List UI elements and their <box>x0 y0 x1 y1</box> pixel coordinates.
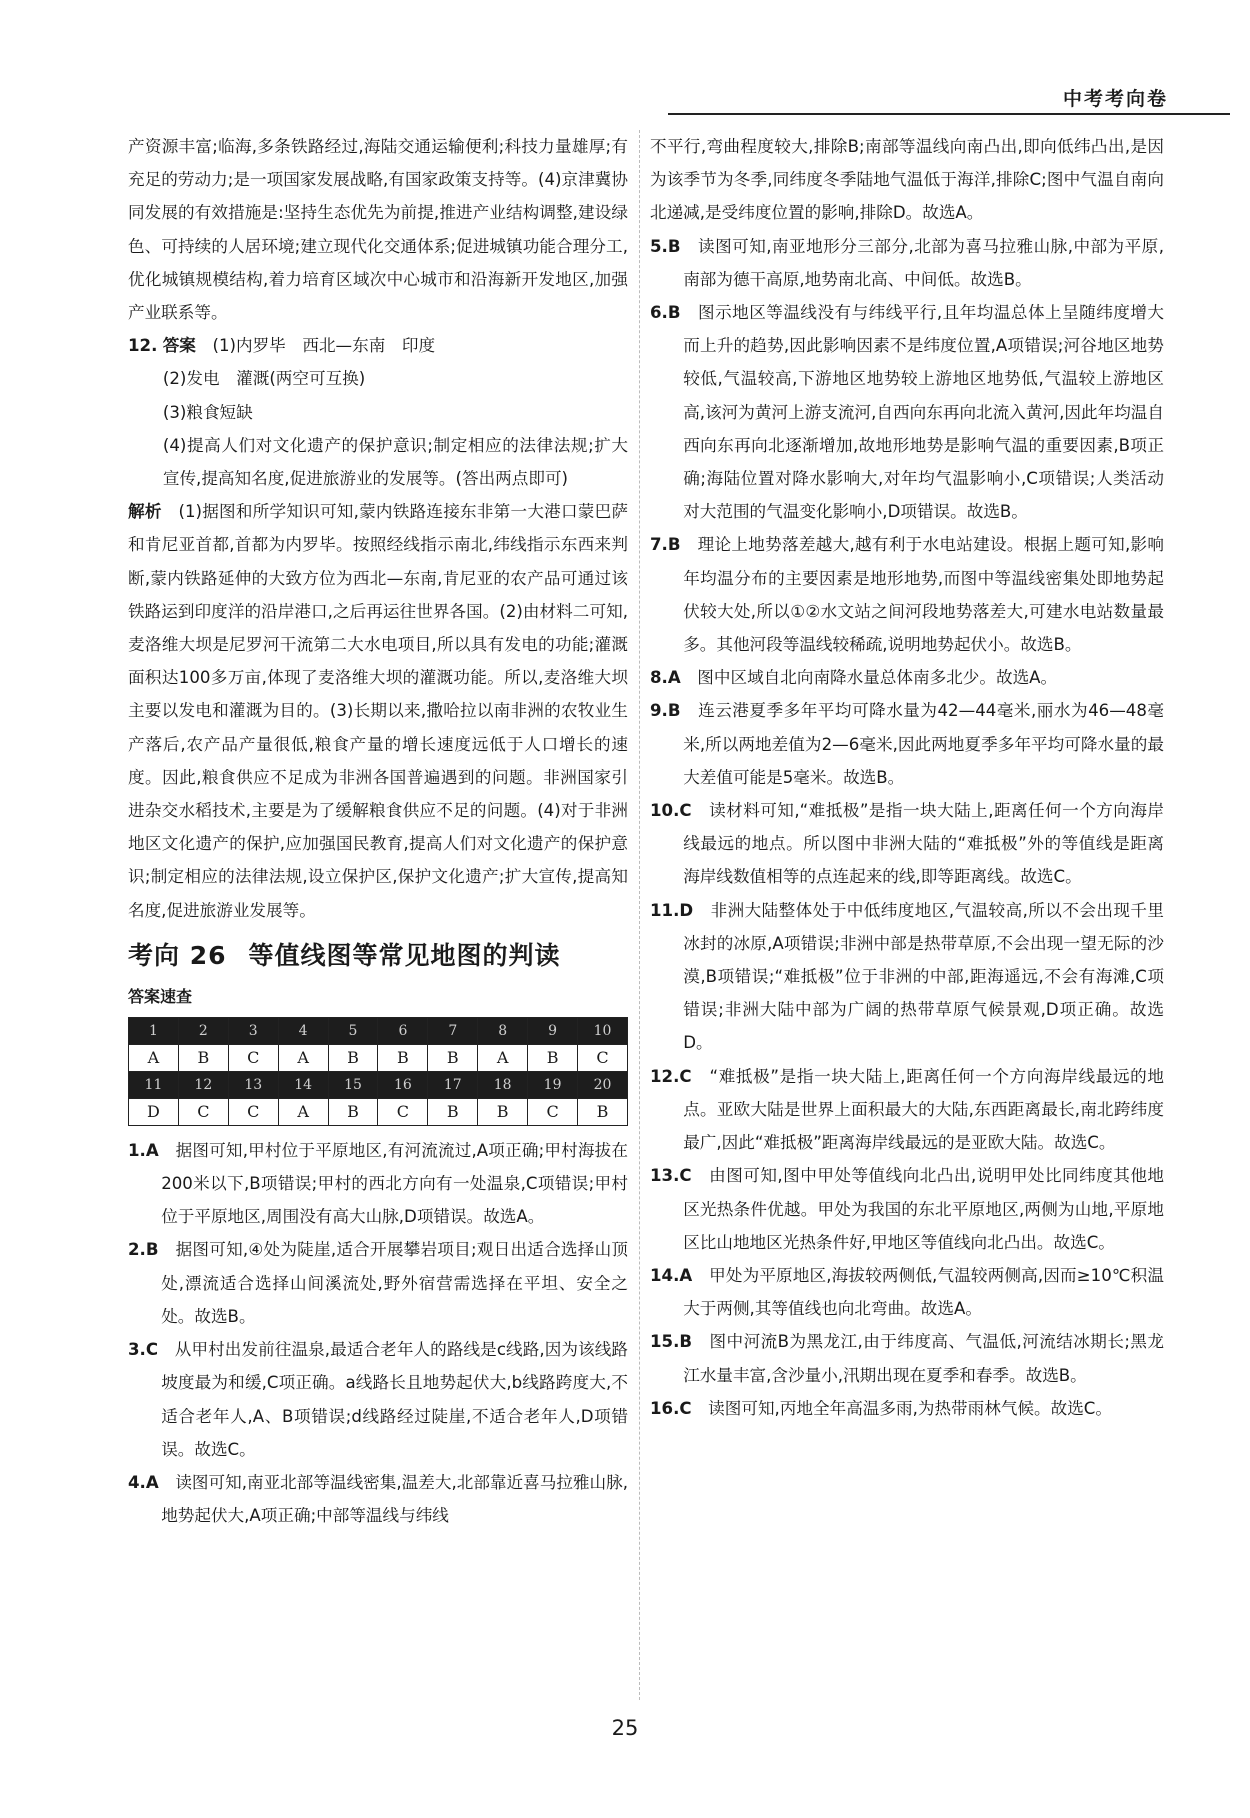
section-code: 考向 26 <box>128 940 227 970</box>
q12-answer <box>128 329 628 362</box>
item-text: 据图可知,④处为陡崖,适合开展攀岩项目;观日出适合选择山顶处,漂流适合选择山间溪流处,野外宿营需选择在平坦、安全之处。故选B。 <box>161 1240 629 1326</box>
item-text: “难抵极”是指一块大陆上,距离任何一个方向海岸线最远的地点。亚欧大陆是世界上面积最大的大陆,东西距离最长,南北跨纬度最广,因此“难抵极”距离海岸线最远的是亚欧大陆。故选C。 <box>683 1066 1165 1153</box>
table-cell: B <box>428 1098 478 1125</box>
table-cell: 20 <box>578 1071 628 1098</box>
header-title: 中考考向卷 <box>1062 88 1168 110</box>
table-cell: 7 <box>428 1017 478 1044</box>
item-text: 连云港夏季多年平均可降水量为42—44毫米,丽水为46—48毫米,所以两地差值为2—6毫米,因此两地夏季多年平均可降水量的最大差值可能是5毫米。故选B。 <box>683 701 1165 787</box>
list-item <box>650 661 1164 694</box>
answer-table-answer-row <box>129 1098 628 1125</box>
item-text: 读图可知,南亚地形分三部分,北部为喜马拉雅山脉,中部为平原,南部为德干高原,地势南北高、中间低。故选B。 <box>683 236 1164 289</box>
q12-line2: (2)发电 灌溉(两空可互换) <box>162 369 366 389</box>
table-cell: B <box>428 1044 478 1071</box>
section-title <box>128 935 628 977</box>
table-cell: A <box>129 1044 179 1071</box>
table-cell: B <box>478 1098 528 1125</box>
continued-paragraph: 产资源丰富;临海,多条铁路经过,海陆交通运输便利;科技力量雄厚;有充足的劳动力;是一项国家发展战略,有国家政策支持等。(4)京津冀协同发展的有效措施是:坚持生态优先为前提,推进产业结构调整,建设绿色、可持续的人居环境;建立现代化交通体系;促进城镇功能合理分工,优化城镇规模结构,着力培育区域次中心城市和沿海新开发地区,加强产业联系等。 <box>128 137 628 323</box>
item-number: 16.C <box>650 1398 692 1418</box>
list-item <box>128 1466 628 1532</box>
table-cell: 14 <box>278 1071 328 1098</box>
item-number: 10.C <box>650 801 692 821</box>
list-item <box>128 1333 628 1466</box>
item-number: 9.B <box>650 701 681 721</box>
item-number: 1.A <box>128 1140 159 1160</box>
list-item <box>650 694 1164 794</box>
right-column <box>650 130 1164 1425</box>
table-cell: 16 <box>378 1071 428 1098</box>
header-rule <box>668 113 1230 115</box>
item-number: 7.B <box>650 535 681 555</box>
item-text: 图中河流B为黑龙江,由于纬度高、气温低,河流结冰期长;黑龙江水量丰富,含沙量小,汛期出现在夏季和春季。故选B。 <box>683 1332 1165 1385</box>
table-cell: 5 <box>328 1017 378 1044</box>
item-text: 非洲大陆整体处于中低纬度地区,气温较高,所以不会出现千里冰封的冰原,A项错误;非洲中部是热带草原,不会出现一望无际的沙漠,B项错误;“难抵极”位于非洲的中部,距海遥远,不会有海滩,C项错误;非洲大陆中部为广阔的热带草原气候景观,D项正确。故选D。 <box>683 900 1164 1053</box>
item-text: 从甲村出发前往温泉,最适合老年人的路线是c线路,因为该线路坡度最为和缓,C项正确。a线路长且地势起伏大,b线路跨度大,不适合老年人,A、B项错误;d线路经过陡崖,不适合老年人,D项错误。故选C。 <box>161 1340 629 1459</box>
answer-table <box>128 1017 628 1126</box>
answer-table-number-row <box>129 1017 628 1044</box>
page-number: 25 <box>611 1716 639 1740</box>
table-cell: B <box>328 1098 378 1125</box>
table-cell: A <box>278 1044 328 1071</box>
table-cell: B <box>178 1044 228 1071</box>
q12-analysis <box>128 495 628 927</box>
table-cell: 17 <box>428 1071 478 1098</box>
left-column <box>128 130 628 1532</box>
list-item <box>650 894 1164 1060</box>
item-number: 4.A <box>128 1472 159 1492</box>
list-item <box>650 1060 1164 1160</box>
table-cell: A <box>478 1044 528 1071</box>
table-cell: 4 <box>278 1017 328 1044</box>
item-number: 11.D <box>650 900 694 920</box>
table-cell: C <box>178 1098 228 1125</box>
table-cell: 3 <box>228 1017 278 1044</box>
answer-label: 答案 <box>162 336 196 356</box>
item-number: 14.A <box>650 1265 693 1285</box>
list-item <box>650 1159 1164 1259</box>
table-cell: C <box>228 1098 278 1125</box>
table-cell: 2 <box>178 1017 228 1044</box>
table-cell: 9 <box>528 1017 578 1044</box>
table-cell: 1 <box>129 1017 179 1044</box>
table-cell: 19 <box>528 1071 578 1098</box>
table-cell: D <box>129 1098 179 1125</box>
table-cell: 8 <box>478 1017 528 1044</box>
table-cell: C <box>228 1044 278 1071</box>
list-item <box>650 1259 1164 1325</box>
list-item <box>650 230 1164 296</box>
q12-line3: (3)粮食短缺 <box>162 402 253 422</box>
item-number: 13.C <box>650 1166 692 1186</box>
item-text: 甲处为平原地区,海拔较两侧低,气温较两侧高,因而≥10℃积温大于两侧,其等值线也向北弯曲。故选A。 <box>683 1265 1164 1319</box>
answer-table-number-row <box>129 1071 628 1098</box>
item-text: 读材料可知,“难抵极”是指一块大陆上,距离任何一个方向海岸线最远的地点。所以图中非洲大陆的“难抵极”外的等值线是距离海岸线数值相等的点连起来的线,即等距离线。故选C。 <box>683 801 1165 887</box>
list-item <box>128 1233 628 1333</box>
table-cell: 11 <box>129 1071 179 1098</box>
table-cell: B <box>328 1044 378 1071</box>
list-item <box>650 528 1164 661</box>
table-cell: C <box>378 1098 428 1125</box>
item-text: 图中区域自北向南降水量总体南多北少。故选A。 <box>697 668 1058 688</box>
answer-table-answer-row <box>129 1044 628 1071</box>
q12-line1: (1)内罗毕 西北—东南 印度 <box>212 336 436 356</box>
list-item <box>650 1392 1164 1425</box>
continued-paragraph: 不平行,弯曲程度较大,排除B;南部等温线向南凸出,即向低纬凸出,是因为该季节为冬季,同纬度冬季陆地气温低于海洋,排除C;图中气温自南向北递减,是受纬度位置的影响,排除D。故选A。 <box>650 137 1164 223</box>
table-cell: B <box>578 1098 628 1125</box>
item-text: 理论上地势落差越大,越有利于水电站建设。根据上题可知,影响年均温分布的主要因素是地形地势,而图中等温线密集处即地势起伏较大处,所以①②水文站之间河段地势落差大,可建水电站数量最多。其他河段等温线较稀疏,说明地势起伏小。故选B。 <box>683 535 1164 655</box>
table-cell: 12 <box>178 1071 228 1098</box>
table-cell: B <box>528 1044 578 1071</box>
item-number: 3.C <box>128 1340 159 1360</box>
table-cell: 15 <box>328 1071 378 1098</box>
item-number: 2.B <box>128 1240 159 1260</box>
list-item <box>650 296 1164 528</box>
table-cell: C <box>578 1044 628 1071</box>
item-text: 读图可知,南亚北部等温线密集,温差大,北部靠近喜马拉雅山脉,地势起伏大,A项正确;中部等温线与纬线 <box>161 1472 628 1526</box>
item-number: 6.B <box>650 303 681 323</box>
table-cell: 13 <box>228 1071 278 1098</box>
item-number: 15.B <box>650 1332 693 1352</box>
q12-number: 12. <box>128 336 158 356</box>
table-cell: 18 <box>478 1071 528 1098</box>
item-number: 8.A <box>650 668 681 688</box>
table-cell: 6 <box>378 1017 428 1044</box>
item-text: 图示地区等温线没有与纬线平行,且年均温总体上呈随纬度增大而上升的趋势,因此影响因素不是纬度位置,A项错误;河谷地区地势较低,气温较高,下游地区地势较上游地区地势低,气温较上游地区高,该河为黄河上游支流河,自西向东再向北流入黄河,因此年均温自西向东再向北逐渐增加,故地形地势是影响气温的重要因素,B项正确;海陆位置对降水影响大,对年均气温影响小,C项错误;人类活动对大范围的气温变化影响小,D项错误。故选B。 <box>683 303 1164 522</box>
analysis-text: (1)据图和所学知识可知,蒙内铁路连接东非第一大港口蒙巴萨和肯尼亚首都,首都为内罗毕。按照经线指示南北,纬线指示东西来判断,蒙内铁路延伸的大致方位为西北—东南,肯尼亚的农产品可通过该铁路运到印度洋的沿岸港口,之后再运往世界各国。(2)由材料二可知,麦洛维大坝是尼罗河干流第二大水电项目,所以具有发电的功能;灌溉面积达100多万亩,体现了麦洛维大坝的灌溉功能。所以,麦洛维大坝主要以发电和灌溉为目的。(3)长期以来,撒哈拉以南非洲的农牧业生产落后,农产品产量很低,粮食产量的增长速度远低于人口增长的速度。因此,粮食供应不足成为非洲各国普遍遇到的问题。非洲国家引进杂交水稻技术,主要是为了缓解粮食供应不足的问题。(4)对于非洲地区文化遗产的保护,应加强国民教育,提高人们对文化遗产的保护意识;制定相应的法律法规,设立保护区,保护文化遗产;扩大宣传,提高知名度,促进旅游业发展等。 <box>128 502 629 920</box>
column-divider <box>639 130 640 1700</box>
list-item <box>128 1134 628 1234</box>
table-cell: C <box>528 1098 578 1125</box>
section-name: 等值线图等常见地图的判读 <box>248 940 561 970</box>
item-number: 5.B <box>650 236 681 256</box>
item-text: 据图可知,甲村位于平原地区,有河流流过,A项正确;甲村海拔在200米以下,B项错误;甲村的西北方向有一处温泉,C项错误;甲村位于平原地区,周围没有高大山脉,D项错误。故选A。 <box>161 1140 629 1227</box>
analysis-label: 解析 <box>128 502 162 522</box>
q12-line4: (4)提高人们对文化遗产的保护意识;制定相应的法律法规;扩大宣传,提高知名度,促进旅游业的发展等。(答出两点即可) <box>162 435 628 489</box>
quick-answer-label: 答案速查 <box>128 986 193 1006</box>
item-text: 读图可知,丙地全年高温多雨,为热带雨林气候。故选C。 <box>708 1398 1112 1418</box>
item-number: 12.C <box>650 1066 692 1086</box>
table-cell: 10 <box>578 1017 628 1044</box>
list-item <box>650 1325 1164 1391</box>
table-cell: B <box>378 1044 428 1071</box>
item-text: 由图可知,图中甲处等值线向北凸出,说明甲处比同纬度其他地区光热条件优越。甲处为我国的东北平原地区,两侧为山地,平原地区比山地地区光热条件好,甲地区等值线向北凸出。故选C。 <box>683 1166 1165 1252</box>
table-cell: A <box>278 1098 328 1125</box>
list-item <box>650 794 1164 894</box>
